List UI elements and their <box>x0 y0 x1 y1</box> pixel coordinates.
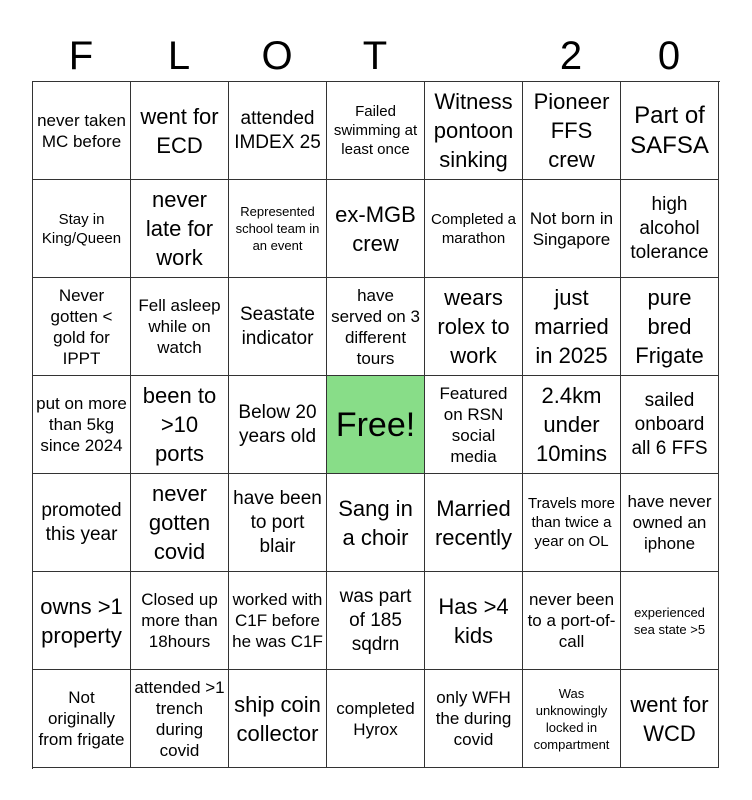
free-space-cell[interactable] <box>327 376 425 474</box>
bingo-cell[interactable] <box>131 572 229 670</box>
bingo-cell-text: Not originally from frigate <box>38 688 125 749</box>
bingo-cell-text: just married in 2025 <box>534 285 609 368</box>
bingo-cell[interactable] <box>229 474 327 572</box>
bingo-cell-text: Has >4 kids <box>438 593 509 648</box>
bingo-cell-text: sailed onboard all 6 FFS <box>631 389 708 459</box>
bingo-cell[interactable] <box>131 180 229 278</box>
bingo-cell-text: promoted this year <box>41 499 122 545</box>
title-letter-3: O <box>261 34 293 78</box>
bingo-cell[interactable] <box>327 474 425 572</box>
bingo-title <box>32 30 720 82</box>
bingo-cell-text: Below 20 years old <box>238 401 317 447</box>
bingo-cell-text: Completed a marathon <box>430 210 517 247</box>
bingo-grid <box>32 81 720 769</box>
bingo-cell[interactable] <box>33 278 131 376</box>
bingo-cell[interactable] <box>425 474 523 572</box>
bingo-cell[interactable] <box>131 278 229 376</box>
bingo-cell-text: attended >1 trench during covid <box>134 677 225 760</box>
bingo-cell[interactable] <box>425 82 523 180</box>
bingo-cell-text: Was unknowingly locked in compartment <box>533 685 610 752</box>
bingo-cell[interactable] <box>33 82 131 180</box>
title-letter-2: L <box>167 34 191 78</box>
bingo-cell[interactable] <box>523 278 621 376</box>
bingo-cell[interactable] <box>523 572 621 670</box>
bingo-cell[interactable] <box>621 278 719 376</box>
bingo-cell[interactable] <box>229 572 327 670</box>
bingo-cell[interactable] <box>425 376 523 474</box>
bingo-cell-text: have been to port blair <box>233 487 322 557</box>
bingo-cell-text: Represented school team in an event <box>235 204 320 253</box>
bingo-cell-text: Pioneer FFS crew <box>533 89 610 172</box>
bingo-cell-text: put on more than 5kg since 2024 <box>36 394 127 455</box>
bingo-cell[interactable] <box>523 376 621 474</box>
bingo-cell[interactable] <box>229 376 327 474</box>
bingo-cell[interactable] <box>523 180 621 278</box>
bingo-cell-text: ship coin collector <box>234 691 321 746</box>
bingo-cell-text: went for WCD <box>630 691 709 746</box>
bingo-cell[interactable] <box>327 572 425 670</box>
title-letter-4: T <box>362 34 388 78</box>
bingo-cell[interactable] <box>229 82 327 180</box>
bingo-cell-text: Seastate indicator <box>240 303 315 349</box>
bingo-cell[interactable] <box>425 180 523 278</box>
title-letter-1: F <box>68 34 94 78</box>
bingo-cell[interactable] <box>229 670 327 768</box>
bingo-cell[interactable] <box>33 572 131 670</box>
bingo-cell[interactable] <box>523 474 621 572</box>
bingo-cell-text: 2.4km under 10mins <box>536 383 607 466</box>
bingo-cell[interactable] <box>131 474 229 572</box>
bingo-cell[interactable] <box>425 670 523 768</box>
bingo-cell-text: have never owned an iphone <box>627 492 712 553</box>
bingo-cell-text: Part of SAFSA <box>630 101 709 159</box>
bingo-cell[interactable] <box>33 670 131 768</box>
bingo-cell-text: never gotten covid <box>148 481 211 564</box>
bingo-cell-text: owns >1 property <box>40 593 123 648</box>
bingo-cell[interactable] <box>33 474 131 572</box>
bingo-cell-text: attended IMDEX 25 <box>234 107 321 153</box>
bingo-cell-text: completed Hyrox <box>336 698 415 739</box>
bingo-cell[interactable] <box>327 670 425 768</box>
bingo-cell[interactable] <box>131 82 229 180</box>
bingo-cell-text: pure bred Frigate <box>635 285 704 368</box>
bingo-cell[interactable] <box>621 572 719 670</box>
bingo-cell-text: never been to a port-of-call <box>527 590 616 651</box>
title-letter-6: 2 <box>559 34 583 78</box>
bingo-cell[interactable] <box>327 278 425 376</box>
bingo-cell-text: Featured on RSN social media <box>439 383 508 466</box>
bingo-cell[interactable] <box>523 82 621 180</box>
bingo-cell[interactable] <box>425 572 523 670</box>
bingo-cell-text: never late for work <box>145 187 214 270</box>
bingo-cell[interactable] <box>621 82 719 180</box>
bingo-cell[interactable] <box>621 670 719 768</box>
bingo-cell-text: never taken MC before <box>37 110 126 151</box>
bingo-cell-text: Witness pontoon sinking <box>433 89 514 172</box>
bingo-cell[interactable] <box>621 376 719 474</box>
bingo-cell-text: only WFH the during covid <box>435 688 512 749</box>
bingo-cell-text: experienced sea state >5 <box>633 604 706 637</box>
bingo-cell-text: Free! <box>335 405 416 444</box>
bingo-cell-text: was part of 185 sqdrn <box>339 585 412 655</box>
bingo-cell-text: Closed up more than 18hours <box>141 590 218 651</box>
bingo-cell-text: high alcohol tolerance <box>630 193 709 263</box>
bingo-cell-text: Sang in a choir <box>338 495 413 550</box>
bingo-cell[interactable] <box>523 670 621 768</box>
bingo-cell[interactable] <box>33 376 131 474</box>
bingo-cell-text: went for ECD <box>140 103 219 158</box>
bingo-cell-text: been to >10 ports <box>142 383 217 466</box>
bingo-cell[interactable] <box>229 278 327 376</box>
bingo-cell-text: Married recently <box>434 495 513 550</box>
bingo-cell[interactable] <box>621 180 719 278</box>
bingo-cell[interactable] <box>425 278 523 376</box>
bingo-cell-text: Travels more than twice a year on OL <box>528 495 615 550</box>
bingo-cell-text: Stay in King/Queen <box>41 210 122 247</box>
bingo-cell[interactable] <box>131 670 229 768</box>
bingo-cell[interactable] <box>327 180 425 278</box>
bingo-cell-text: Never gotten < gold for IPPT <box>50 285 113 368</box>
title-letter-7: 0 <box>657 34 681 78</box>
bingo-cell[interactable] <box>327 82 425 180</box>
bingo-cell-text: have served on 3 different tours <box>331 285 420 368</box>
bingo-cell-text: worked with C1F before he was C1F <box>232 590 323 651</box>
bingo-cell-text: Failed swimming at least once <box>333 103 418 158</box>
bingo-cell-text: Fell asleep while on watch <box>138 296 221 357</box>
bingo-cell-text: Not born in Singapore <box>529 208 614 249</box>
bingo-cell[interactable] <box>33 180 131 278</box>
bingo-cell-text: ex-MGB crew <box>335 201 416 256</box>
bingo-cell[interactable] <box>621 474 719 572</box>
bingo-cell-text: wears rolex to work <box>437 285 510 368</box>
bingo-cell[interactable] <box>131 376 229 474</box>
bingo-cell[interactable] <box>229 180 327 278</box>
